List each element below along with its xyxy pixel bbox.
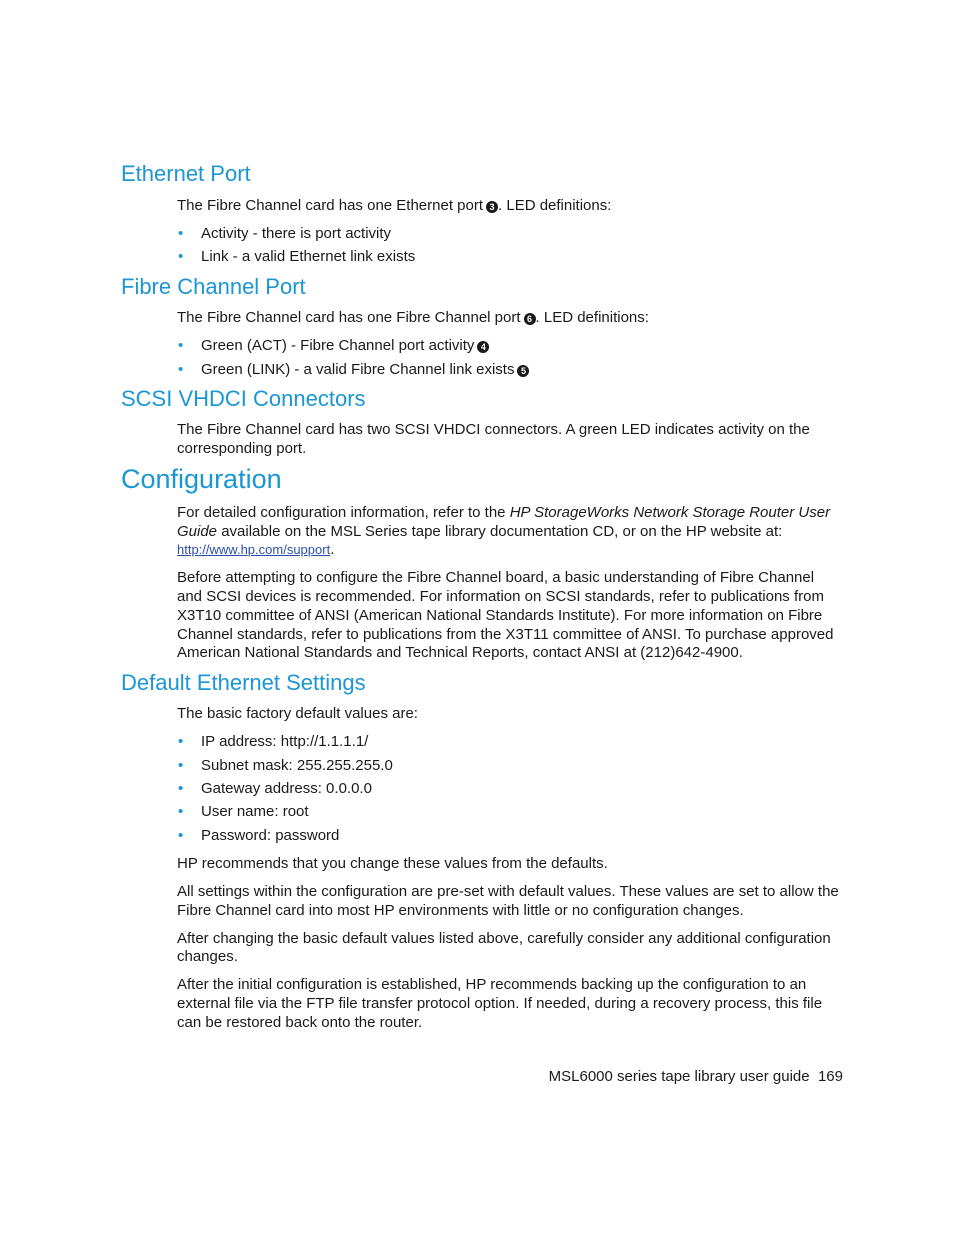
fibre-channel-port-intro-text: The Fibre Channel card has one Fibre Channel port <box>177 309 521 326</box>
configuration-para-line <box>177 522 782 541</box>
bullet-icon: • <box>178 733 184 750</box>
bullet-icon: • <box>178 757 184 774</box>
hp-support-link[interactable]: http://www.hp.com/support <box>177 542 331 557</box>
guide-title: HP StorageWorks Network Storage Router User <box>509 504 831 521</box>
all-settings-para-line: Fibre Channel card into most HP environments with little or no configuration changes. <box>177 902 744 919</box>
footer-doc-title: MSL6000 series tape library user guide <box>548 1068 810 1085</box>
bullet-icon: • <box>178 337 184 354</box>
fibre-channel-port-intro-suffix: . LED definitions: <box>535 309 649 326</box>
bullet-icon: • <box>178 361 184 378</box>
configuration-para2-line: American National Standards and Technical Reports, contact ANSI at (212)642-4900. <box>177 644 743 661</box>
section-heading-default-ethernet: Default Ethernet Settings <box>121 670 366 695</box>
ethernet-port-intro <box>177 196 611 215</box>
after-initial-para-line: external file via the FTP file transfer protocol option. If needed, during a recovery process, this file <box>177 995 823 1012</box>
link-suffix: . <box>330 541 335 558</box>
scsi-vhdci-para-line: The Fibre Channel card has two SCSI VHDCI connectors. A green LED indicates activity on the <box>177 421 810 438</box>
scsi-vhdci-para-line: corresponding port. <box>177 440 307 457</box>
configuration-para2-line: Channel standards, refer to publications from the X3T11 committee of ANSI. To purchase approved <box>177 626 834 643</box>
bullet-icon: • <box>178 780 184 797</box>
ethernet-port-intro-suffix: . LED definitions: <box>498 197 612 214</box>
recommend-para: HP recommends that you change these values from the defaults. <box>177 855 608 872</box>
configuration-para2-line: Before attempting to configure the Fibre Channel board, a basic understanding of Fibre Channel <box>177 569 815 586</box>
callout-4-icon: 4 <box>477 341 489 353</box>
list-item <box>201 360 529 379</box>
configuration-link-line <box>177 540 334 559</box>
list-item: Activity - there is port activity <box>201 225 392 242</box>
guide-title: Guide <box>177 523 218 540</box>
default-ethernet-intro: The basic factory default values are: <box>177 705 418 722</box>
after-changing-para-line: changes. <box>177 948 238 965</box>
bullet-icon: • <box>178 803 184 820</box>
list-item-text: Green (LINK) - a valid Fibre Channel link exists <box>201 361 515 378</box>
page-footer <box>549 1067 843 1086</box>
callout-6-icon: 6 <box>524 313 536 325</box>
configuration-para-line <box>177 503 830 522</box>
list-item: Password: password <box>201 827 340 844</box>
after-initial-para-line: After the initial configuration is established, HP recommends backing up the configuration to an <box>177 976 807 993</box>
bullet-icon: • <box>178 225 184 242</box>
list-item: Link - a valid Ethernet link exists <box>201 248 416 265</box>
list-item <box>201 336 489 355</box>
configuration-para2-line: X3T10 committee of ANSI (American National Standards Institute). For more information on Fibre <box>177 607 823 624</box>
fibre-channel-port-intro <box>177 308 649 327</box>
list-item: User name: root <box>201 803 309 820</box>
bullet-icon: • <box>178 827 184 844</box>
callout-3-icon: 3 <box>486 201 498 213</box>
bullet-icon: • <box>178 248 184 265</box>
ethernet-port-intro-text: The Fibre Channel card has one Ethernet port <box>177 197 484 214</box>
configuration-para-text: For detailed configuration information, refer to the <box>177 504 510 521</box>
list-item-text: Green (ACT) - Fibre Channel port activity <box>201 337 475 354</box>
list-item: Subnet mask: 255.255.255.0 <box>201 757 393 774</box>
section-heading-configuration: Configuration <box>121 464 282 494</box>
callout-5-icon: 5 <box>517 365 529 377</box>
section-heading-fibre-channel-port: Fibre Channel Port <box>121 274 306 299</box>
configuration-para-text: available on the MSL Series tape library documentation CD, or on the HP website at: <box>217 523 783 540</box>
after-changing-para-line: After changing the basic default values listed above, carefully consider any additional configuration <box>177 930 831 947</box>
after-initial-para-line: can be restored back onto the router. <box>177 1014 423 1031</box>
all-settings-para-line: All settings within the configuration are pre-set with default values. These values are set to allow the <box>177 883 839 900</box>
list-item: IP address: http://1.1.1.1/ <box>201 733 369 750</box>
section-heading-scsi-vhdci: SCSI VHDCI Connectors <box>121 386 366 411</box>
configuration-para2-line: and SCSI devices is recommended. For information on SCSI standards, refer to publications from <box>177 588 824 605</box>
list-item: Gateway address: 0.0.0.0 <box>201 780 372 797</box>
page-number: 169 <box>817 1068 843 1085</box>
section-heading-ethernet-port: Ethernet Port <box>121 161 251 186</box>
